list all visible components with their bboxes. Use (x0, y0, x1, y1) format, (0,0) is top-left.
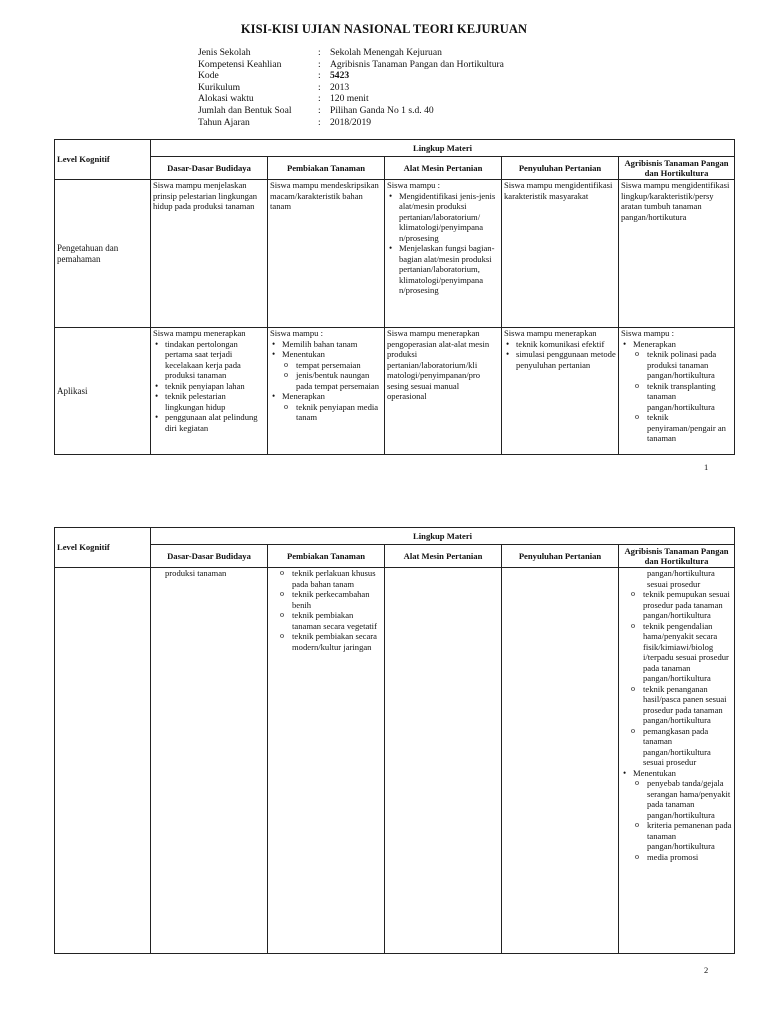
column-header: Pembiakan Tanaman (268, 545, 385, 568)
table-cell (268, 568, 385, 954)
list-item-label: Menentukan (282, 349, 325, 359)
table-cell (619, 328, 735, 455)
list-item: • tindakan pertolongan pertama saat terjadi kecelakaan kerja pada produksi tanaman (165, 339, 265, 381)
column-header: Penyuluhan Pertanian (502, 545, 619, 568)
meta-colon: : (318, 104, 321, 116)
sub-list-item: o teknik penanganan hasil/pasca panen sesuai prosedur pada tanaman pangan/hortikultura (643, 684, 732, 726)
sub-list-item: o teknik transplanting tanaman pangan/hortikultura (647, 381, 732, 413)
meta-row (198, 117, 504, 129)
meta-key: Jenis Sekolah (198, 47, 251, 58)
list-item (633, 768, 732, 863)
cell-intro: Siswa mampu : (387, 180, 440, 190)
cell-intro: Siswa mampu menerapkan (153, 328, 246, 338)
sub-list (270, 568, 382, 652)
sub-list (633, 778, 732, 862)
sub-list-item: o kriteria pemanenan pada tanaman pangan/hortikultura (647, 820, 732, 852)
sub-list-item: o jenis/bentuk naungan pada tempat persemaian (296, 370, 382, 391)
column-header: Pembiakan Tanaman (268, 157, 385, 180)
table-cell (385, 180, 502, 328)
column-header: Dasar-Dasar Budidaya (151, 157, 268, 180)
list-item: • teknik penyiapan lahan (165, 381, 265, 392)
column-header: Alat Mesin Pertanian (385, 157, 502, 180)
list-item: • Memilih bahan tanam (282, 339, 382, 350)
meta-key: Kurikulum (198, 81, 241, 93)
sub-list-item: o teknik penyiraman/pengair an tanaman (647, 412, 732, 444)
list-item: • teknik komunikasi efektif (516, 339, 616, 350)
table-cell (502, 328, 619, 455)
sub-list-item: o teknik perkecambahan benih (292, 589, 382, 610)
table-cell: Siswa mampu mendeskripsikan macam/karakteristik bahan tanam (268, 180, 385, 328)
list-item (282, 349, 382, 391)
meta-row (198, 70, 504, 82)
meta-value: Pilihan Ganda No 1 s.d. 40 (330, 104, 434, 116)
sub-list-item: o media promosi (647, 852, 732, 863)
level-cell (55, 568, 151, 954)
table-cell (619, 568, 735, 954)
cell-continuation: pangan/hortikultura sesuai prosedur (647, 568, 715, 589)
list-item (282, 391, 382, 423)
table-cell: Siswa mampu mengidentifikasi karakteristik masyarakat (502, 180, 619, 328)
sub-list-item: o teknik polinasi pada produksi tanaman pangan/hortikultura (647, 349, 732, 381)
meta-value: 120 menit (330, 93, 369, 105)
table-row (55, 180, 735, 328)
meta-colon: : (318, 93, 321, 105)
table-cell (502, 568, 619, 954)
sub-list-item: o pemangkasan pada tanaman pangan/hortikultura sesuai prosedur (643, 726, 732, 768)
meta-colon: : (318, 70, 321, 82)
level-kognitif-header: Level Kognitif (55, 528, 151, 568)
list-item-label: Menerapkan (282, 391, 325, 401)
bullet-list (387, 191, 499, 296)
level-cell: Pengetahuan dan pemahaman (55, 180, 151, 328)
page-number: 1 (704, 462, 709, 472)
bullet-list (504, 339, 616, 371)
meta-value: 2018/2019 (330, 116, 372, 128)
meta-value: 5423 (330, 70, 350, 82)
meta-row (198, 93, 504, 105)
meta-key: Alokasi waktu (198, 93, 254, 105)
bullet-list (153, 339, 265, 434)
level-cell: Aplikasi (55, 328, 151, 455)
column-header: Dasar-Dasar Budidaya (151, 545, 268, 568)
column-header: Alat Mesin Pertanian (385, 545, 502, 568)
cell-intro: Siswa mampu : (270, 328, 323, 338)
list-item: • Mengidentifikasi jenis-jenis alat/mesin produksi pertanian/laboratorium/ klimatologi/penyimpana n/prosesing (399, 191, 499, 244)
table-cell: Siswa mampu mengidentifikasi lingkup/karakteristik/persy aratan tumbuh tanaman pangan/hortikutura (619, 180, 735, 328)
sub-list (282, 360, 382, 392)
column-header: Penyuluhan Pertanian (502, 157, 619, 180)
column-header: Agribisnis Tanaman Pangan dan Hortikultura (619, 157, 735, 180)
bullet-list (270, 339, 382, 423)
sub-list-item: o teknik pembiakan tanaman secara vegetatif (292, 610, 382, 631)
list-item-label: Menentukan (633, 767, 676, 778)
kisi-table-page-2 (54, 527, 735, 954)
table-cell: Siswa mampu menerapkan pengoperasian alat-alat mesin produksi pertanian/laboratorium/kli matologi/penyimpanan/pro sesing sesuai manual operasional (385, 328, 502, 455)
sub-list (282, 402, 382, 423)
sub-list (621, 589, 732, 768)
page-number: 2 (704, 965, 709, 975)
sub-list-item: o teknik perlakuan khusus pada bahan tanam (292, 568, 382, 589)
meta-value: 2013 (330, 81, 350, 93)
column-header: Agribisnis Tanaman Pangan dan Hortikultura (619, 545, 735, 568)
table-row (55, 328, 735, 455)
bullet-list (621, 339, 732, 444)
list-item: • Menjelaskan fungsi bagian-bagian alat/mesin produksi pertanian/laboratorium, klimatologi/penyimpana n/prosesing (399, 243, 499, 296)
lingkup-materi-header: Lingkup Materi (151, 140, 735, 157)
table-cell: Siswa mampu menjelaskan prinsip pelestarian lingkungan hidup pada produksi tanaman (151, 180, 268, 328)
meta-colon: : (318, 58, 321, 70)
sub-list (633, 349, 732, 444)
table-row (55, 568, 735, 954)
meta-row (198, 47, 504, 59)
meta-row (198, 105, 504, 117)
kisi-table-page-1 (54, 139, 735, 455)
meta-key: Tahun Ajaran (198, 116, 250, 128)
list-item: • simulasi penggunaan metode penyuluhan pertanian (516, 349, 616, 370)
cell-intro: Siswa mampu menerapkan (504, 328, 597, 338)
sub-list-item: o teknik pengendalian hama/penyakit secara fisik/kimiawi/biolog i/terpadu sesuai prosedur pada tanaman pangan/hortikultura (643, 621, 732, 684)
table-cell (151, 328, 268, 455)
table-cell (268, 328, 385, 455)
table-cell (385, 568, 502, 954)
meta-key: Kompetensi Keahlian (198, 58, 282, 70)
cell-intro: Siswa mampu : (621, 328, 674, 338)
meta-value: Sekolah Menengah Kejuruan (330, 47, 442, 58)
meta-colon: : (318, 116, 321, 128)
sub-list-item: o teknik pemupukan sesuai prosedur pada tanaman pangan/hortikultura (643, 589, 732, 621)
list-item-label: Menerapkan (633, 338, 676, 349)
meta-row (198, 59, 504, 71)
table-cell: produksi tanaman (151, 568, 268, 954)
meta-block (198, 47, 504, 128)
meta-row (198, 82, 504, 94)
list-item: • penggunaan alat pelindung diri kegiatan (165, 412, 265, 433)
sub-list-item: o tempat persemaian (296, 360, 382, 371)
meta-colon: : (318, 81, 321, 93)
list-item (633, 339, 732, 444)
meta-value: Agribisnis Tanaman Pangan dan Hortikultura (330, 58, 504, 70)
sub-list-item: o teknik penyiapan media tanam (296, 402, 382, 423)
page-1 (0, 0, 768, 480)
sub-list-item: o teknik pembiakan secara modern/kultur jaringan (292, 631, 382, 652)
meta-colon: : (318, 47, 321, 58)
sub-list-item: o penyebab tanda/gejala serangan hama/penyakit pada tanaman pangan/hortikultura (647, 778, 732, 820)
list-item: • teknik pelestarian lingkungan hidup (165, 391, 265, 412)
meta-key: Jumlah dan Bentuk Soal (198, 104, 292, 116)
lingkup-materi-header: Lingkup Materi (151, 528, 735, 545)
meta-key: Kode (198, 70, 219, 82)
document-title: KISI-KISI UJIAN NASIONAL TEORI KEJURUAN (240, 22, 528, 36)
bullet-list (621, 768, 732, 863)
level-kognitif-header: Level Kognitif (55, 140, 151, 180)
